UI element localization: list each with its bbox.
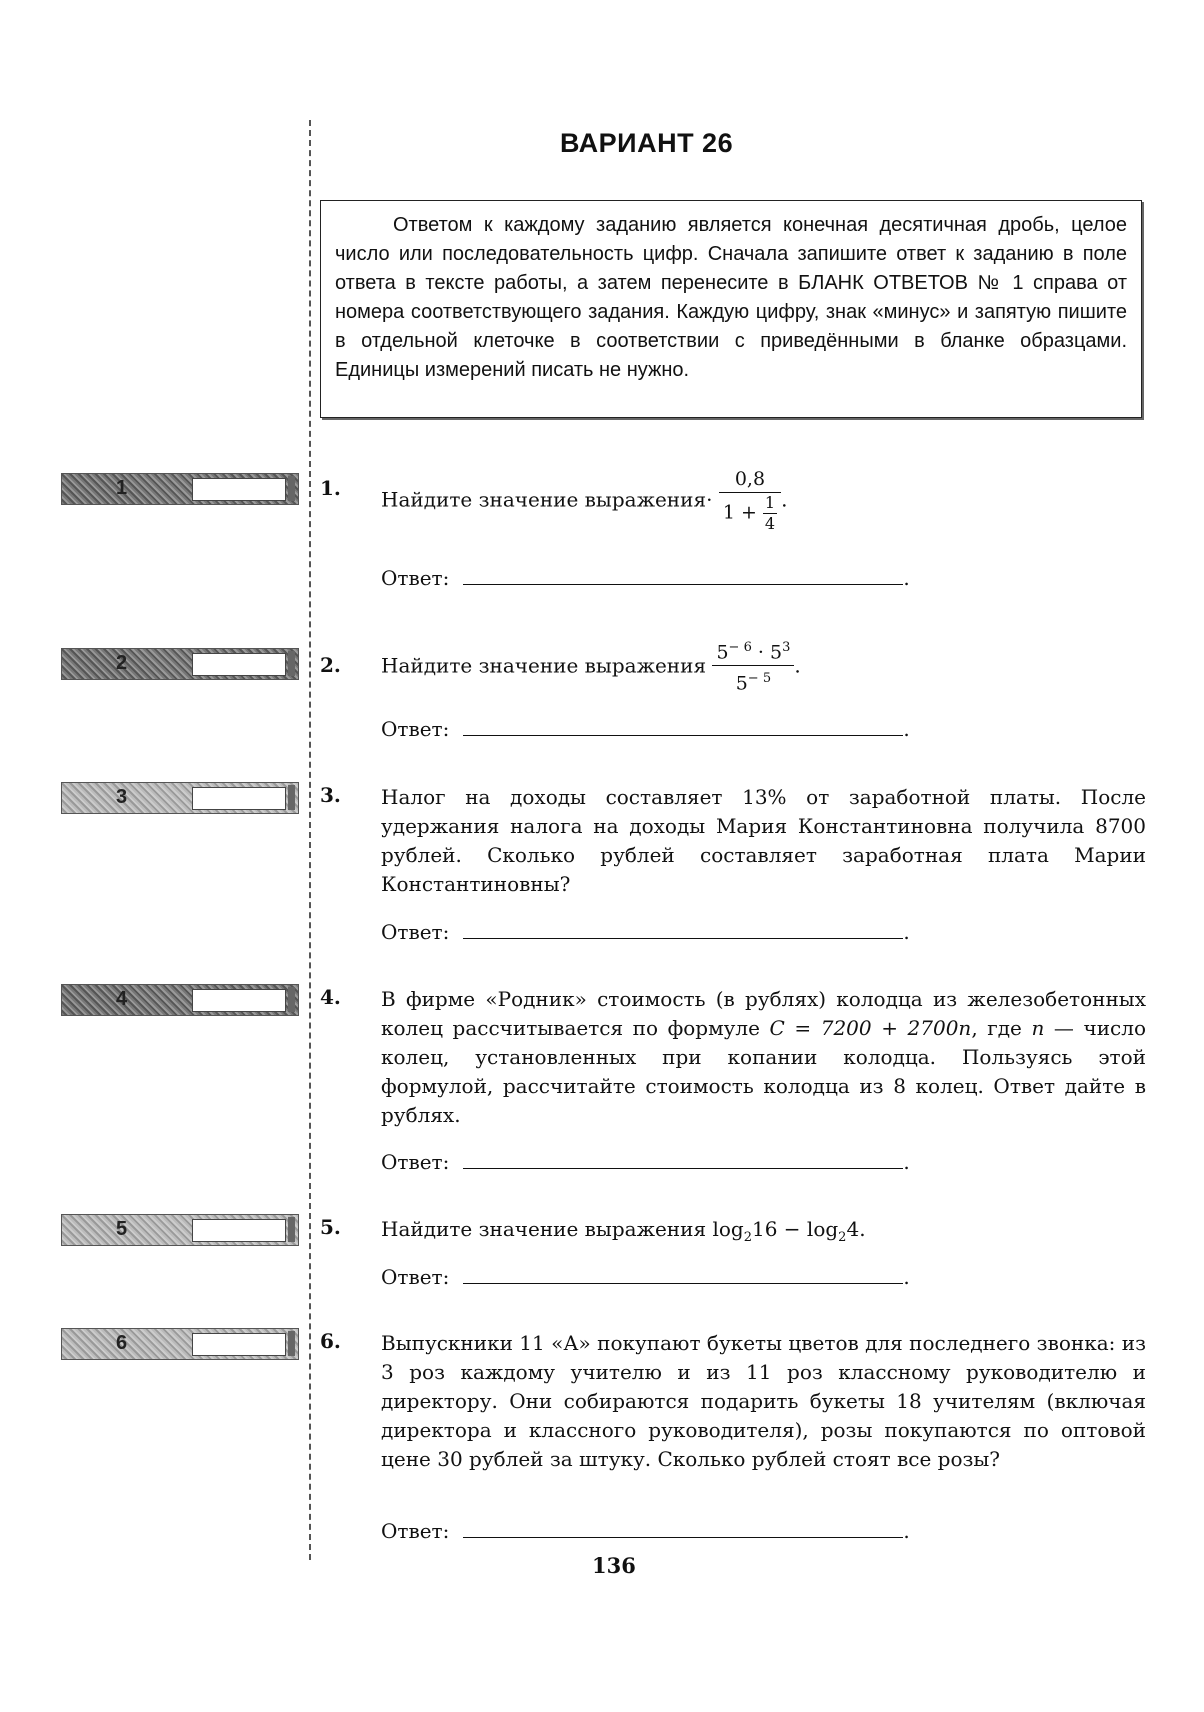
answer-tab-4	[61, 984, 299, 1016]
formula: C = 7200 + 2700n	[769, 1016, 972, 1040]
task-number: 1.	[320, 476, 341, 500]
tab-answer-box[interactable]	[192, 653, 286, 676]
answer-label: Ответ:	[381, 920, 450, 944]
answer-label: Ответ:	[381, 566, 450, 590]
task-text: Найдите значение выражения	[381, 1217, 707, 1241]
answer-tab-3	[61, 782, 299, 814]
answer-label: Ответ:	[381, 717, 450, 741]
answer-line[interactable]	[463, 1150, 903, 1169]
answer-line[interactable]	[463, 566, 903, 585]
page-title: ВАРИАНТ 26	[560, 128, 734, 158]
task-text: Налог на доходы составляет 13% от заработной платы. После удержания налога на доходы Мария Константиновна получила 8700 рублей. Сколько рублей составляет заработная плата Марии Константиновны?	[381, 785, 1146, 896]
task-number: 2.	[320, 653, 341, 677]
task-text: Найдите значение выражения	[381, 653, 707, 678]
tab-answer-box[interactable]	[192, 989, 286, 1012]
tab-label: 2	[116, 652, 128, 674]
task-number: 6.	[320, 1329, 341, 1353]
task-1: 1. Найдите значение выражения· 0,8 1 + $\frac{1}{4}$ . Ответ: .	[320, 468, 910, 590]
task-text: В фирме «Родник» стоимость (в рублях) колодца из железобетонных колец рассчитывается по формуле C = 7200 + 2700n, где n — число колец, установленных при копании колодца. Пользуясь этой формулой, рассчитайте стоимость колодца из 8 колец. Ответ дайте в рублях.	[381, 987, 1146, 1127]
tab-label: 1	[116, 477, 128, 499]
power-fraction: $\frac{5^{- 6} \cdot 5^3}{5^{- 5}}$	[712, 635, 794, 697]
tab-label: 3	[116, 786, 128, 808]
instructions-box: Ответом к каждому заданию является конечная десятичная дробь, целое число или последовательность цифр. Сначала запишите ответ к заданию в поле ответа в тексте работы, а затем перенесите в БЛАНК ОТВЕТОВ № 1 справа от номера соответствующего задания. Каждую цифру, знак «минус» и запятую пишите в отдельной клеточке в соответствии с приведёнными в бланке образцами. Единицы измерений писать не нужно.	[320, 200, 1142, 418]
answer-row: Ответ: .	[381, 1265, 910, 1289]
task-4	[320, 985, 1146, 1185]
task-text: Выпускники 11 «А» покупают букеты цветов для последнего звонка: из 3 роз каждому учителю и из 11 роз классному руководителю и директору. Они собираются подарить букеты 18 учителям (включая директора и классного руководителя), розы покупаются по оптовой цене 30 рублей за штуку. Сколько рублей стоят все розы?	[381, 1331, 1146, 1471]
answer-tab-5	[61, 1214, 299, 1246]
task-3	[320, 783, 1146, 953]
answer-line[interactable]	[463, 1265, 903, 1284]
answer-line[interactable]	[463, 920, 903, 939]
tab-answer-box[interactable]	[192, 1219, 286, 1242]
answer-row: Ответ: .	[381, 717, 910, 741]
answer-tab-2	[61, 648, 299, 680]
fraction-expression: 0,8 1 + $\frac{1}{4}$	[719, 466, 781, 534]
answer-row: Ответ: .	[381, 1150, 910, 1174]
cut-line	[309, 120, 311, 1560]
answer-row: Ответ: .	[381, 920, 910, 944]
answer-label: Ответ:	[381, 1265, 450, 1289]
answer-line[interactable]	[463, 1519, 903, 1538]
tab-answer-box[interactable]	[192, 1333, 286, 1356]
answer-label: Ответ:	[381, 1150, 450, 1174]
answer-tab-6	[61, 1328, 299, 1360]
task-2: 2. Найдите значение выражения $\frac{5^{- 6} \cdot 5^3}{5^{- 5}}$ . Ответ: .	[320, 635, 1146, 755]
tab-label: 5	[116, 1218, 128, 1240]
task-number: 3.	[320, 783, 341, 807]
task-number: 5.	[320, 1215, 341, 1239]
tab-label: 4	[116, 988, 128, 1010]
answer-label: Ответ:	[381, 1519, 450, 1543]
answer-row: Ответ: .	[381, 566, 910, 590]
tab-answer-box[interactable]	[192, 787, 286, 810]
task-6	[320, 1329, 1146, 1549]
task-5	[320, 1215, 1146, 1305]
tab-label: 6	[116, 1332, 128, 1354]
tab-answer-box[interactable]	[192, 478, 286, 501]
task-number: 4.	[320, 985, 341, 1009]
answer-row: Ответ: .	[381, 1519, 910, 1543]
log-expression: $\log_216 - \log_24$.	[712, 1217, 866, 1245]
answer-tab-1	[61, 473, 299, 505]
answer-line[interactable]	[463, 717, 903, 736]
task-text: Найдите значение выражения	[381, 487, 707, 512]
page-number: 136	[592, 1553, 636, 1578]
